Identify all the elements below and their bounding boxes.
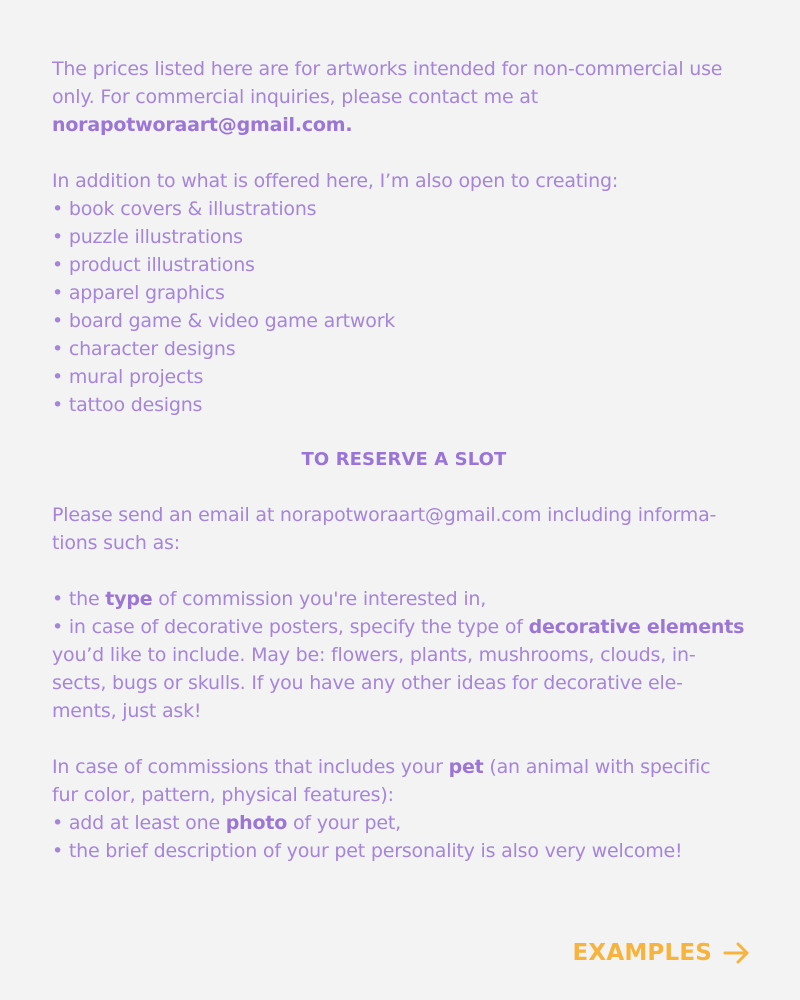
pet-line-1 — [52, 753, 756, 781]
bullet-type-pre: • the — [52, 588, 106, 610]
pet-photo-bold: photo — [225, 812, 288, 834]
offer-intro: In addition to what is offered here, I’m also open to creating: — [52, 170, 619, 192]
bullet-decorative-bold: decorative elements — [528, 616, 745, 638]
bullet-decorative-pre: • in case of decorative posters, specify the type of — [52, 616, 529, 638]
examples-label: EXAMPLES — [572, 940, 712, 966]
pet-pre: In case of commissions that includes your — [52, 756, 449, 778]
offer-item: • book covers & illustrations — [52, 198, 317, 220]
intro-line-1: The prices listed here are for artworks intended for non-commercial use — [52, 58, 723, 80]
offer-item: • character designs — [52, 338, 236, 360]
bullet-type — [52, 585, 756, 613]
bullet-type-post: of commission you're interested in, — [152, 588, 487, 610]
bullet-type-bold: type — [105, 588, 153, 610]
commercial-email-line — [52, 111, 756, 139]
bullet-decorative — [52, 613, 756, 641]
intro-line-2: only. For commercial inquiries, please contact me at — [52, 86, 538, 108]
pet-bold: pet — [448, 756, 484, 778]
pet-line-2: fur color, pattern, physical features): — [52, 784, 394, 806]
arrow-right-icon — [722, 938, 752, 968]
bullet-decorative-line-3: sects, bugs or skulls. If you have any other ideas for decorative ele- — [52, 672, 683, 694]
offer-item: • tattoo designs — [52, 394, 203, 416]
bullet-decorative-line-2: you’d like to include. May be: flowers, plants, mushrooms, clouds, in- — [52, 644, 696, 666]
offer-item: • mural projects — [52, 366, 204, 388]
reserve-intro-line-1: Please send an email at norapotworaart@gmail.com including informa- — [52, 504, 717, 526]
offer-item: • product illustrations — [52, 254, 255, 276]
pet-photo-line — [52, 809, 756, 837]
offer-item: • apparel graphics — [52, 282, 225, 304]
pet-photo-post: of your pet, — [287, 812, 401, 834]
pet-post: (an animal with specific — [483, 756, 711, 778]
spacer — [52, 139, 756, 167]
commercial-email[interactable]: norapotworaart@gmail.com. — [52, 114, 353, 136]
examples-link[interactable] — [572, 938, 752, 968]
reserve-heading: TO RESERVE A SLOT — [301, 449, 507, 470]
spacer — [52, 725, 756, 753]
spacer — [52, 557, 756, 585]
offer-item: • board game & video game artwork — [52, 310, 396, 332]
bullet-decorative-line-4: ments, just ask! — [52, 700, 202, 722]
pet-photo-pre: • add at least one — [52, 812, 226, 834]
offer-item: • puzzle illustrations — [52, 226, 243, 248]
pet-description-line: • the brief description of your pet personality is also very welcome! — [52, 840, 683, 862]
reserve-intro-line-2: tions such as: — [52, 532, 180, 554]
content — [52, 55, 756, 865]
